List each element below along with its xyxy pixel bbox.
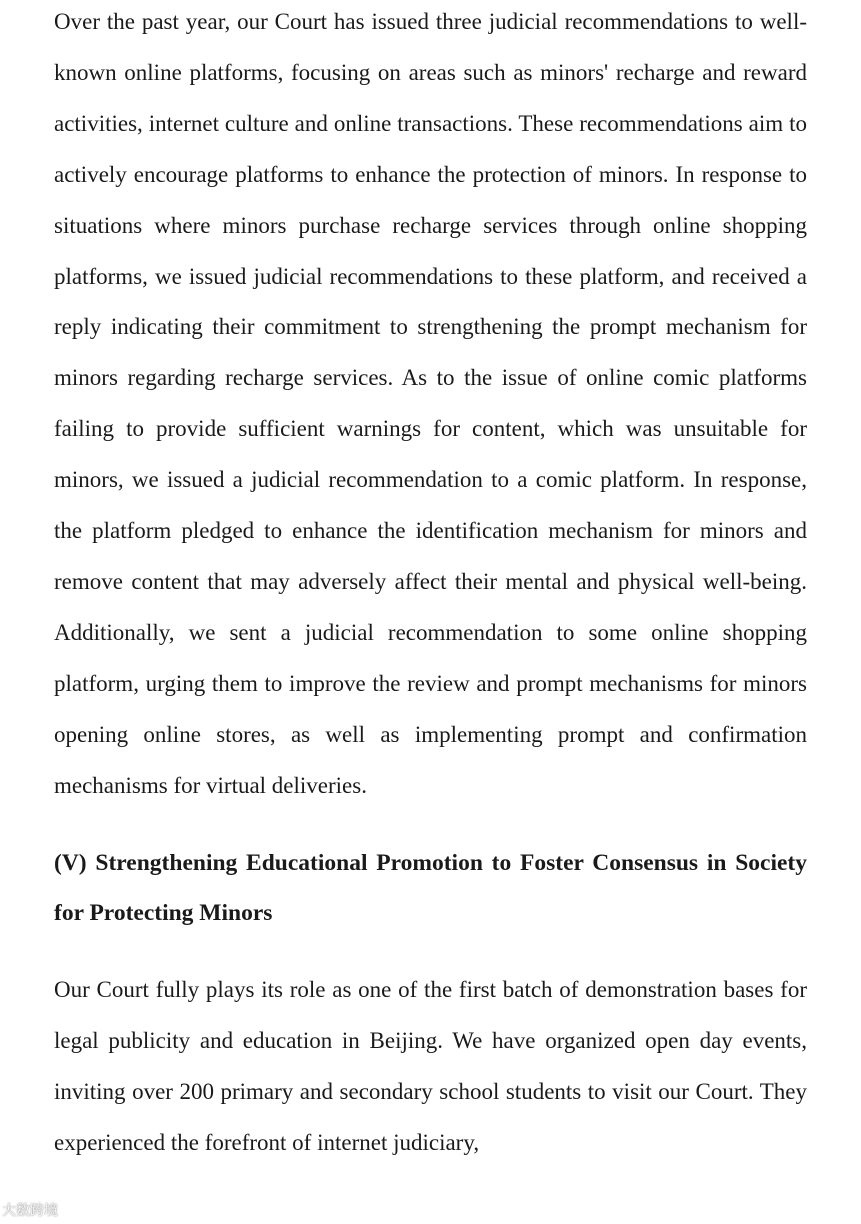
document-page: [54, 0, 807, 1169]
watermark-text: 大数跨境: [2, 1203, 58, 1219]
section-heading: (V) Strengthening Educational Promotion to Foster Consensus in Society for Protecting Minors: [54, 849, 807, 927]
watermark-logo: [2, 1200, 58, 1220]
body-paragraph-judicial-recommendations: Over the past year, our Court has issued three judicial recommendations to well-known online platforms, focusing on areas such as minors' recharge and reward activities, internet culture and online transactions. These recommendations aim to actively encourage platforms to enhance the protection of minors. In response to situations where minors purchase recharge services through online shopping platforms, we issued judicial recommendations to these platform, and received a reply indicating their commitment to strengthening the prompt mechanism for minors regarding recharge services. As to the issue of online comic platforms failing to provide sufficient warnings for content, which was unsuitable for minors, we issued a judicial recommendation to a comic platform. In response, the platform pledged to enhance the identification mechanism for minors and remove content that may adversely affect their mental and physical well-being. Additionally, we sent a judicial recommendation to some online shopping platform, urging them to improve the review and prompt mechanisms for minors opening online stores, as well as implementing prompt and confirmation mechanisms for virtual deliveries.: [54, 9, 807, 798]
body-paragraph-educational-promotion: Our Court fully plays its role as one of the first batch of demonstration bases for legal publicity and education in Beijing. We have organized open day events, inviting over 200 primary and secondary school students to visit our Court. They experienced the forefront of internet judiciary,: [54, 977, 807, 1156]
